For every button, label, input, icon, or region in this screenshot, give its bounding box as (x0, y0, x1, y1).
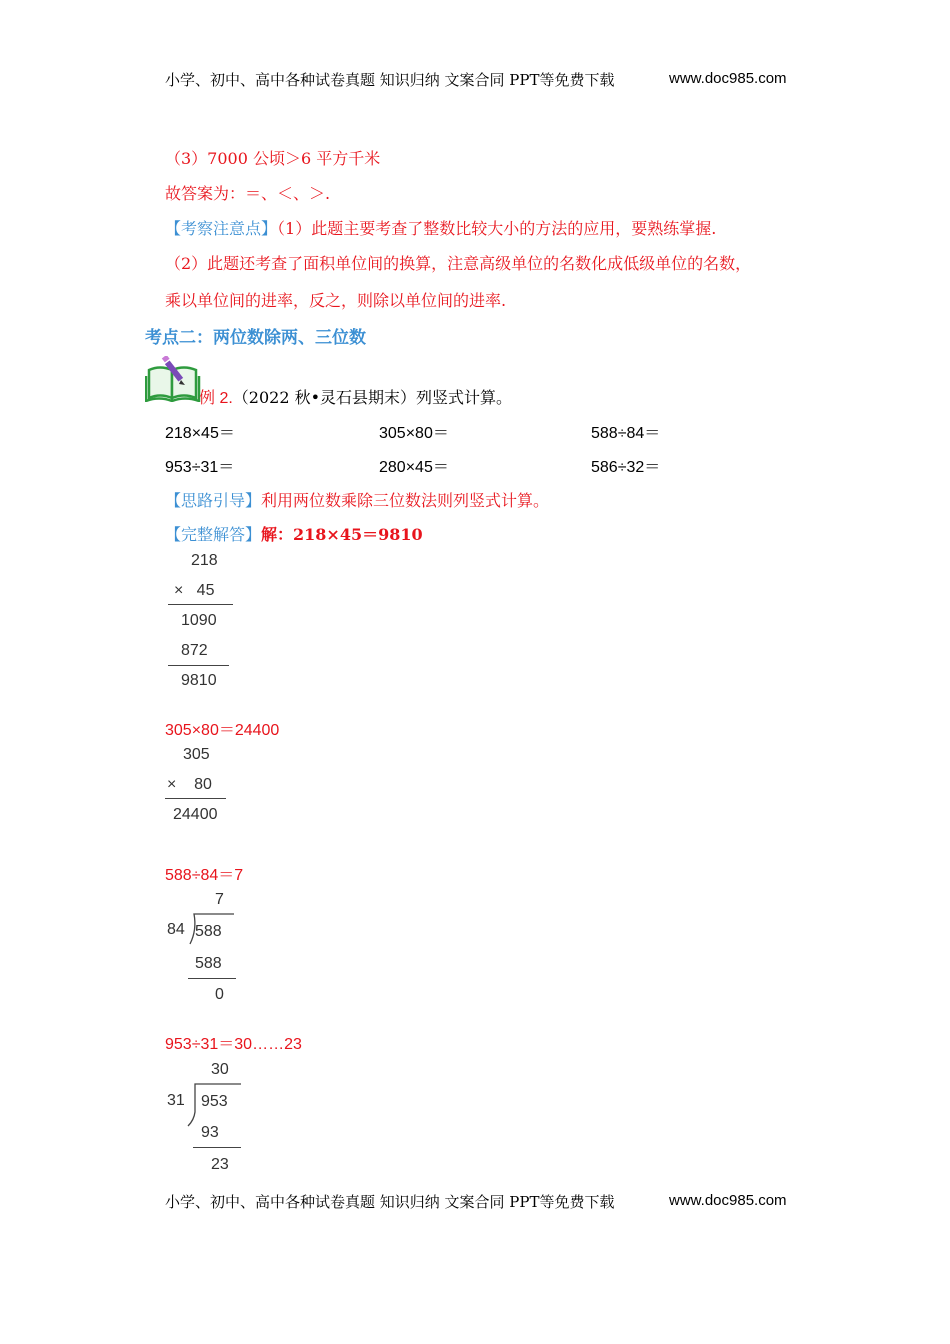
calc1-rule-1 (168, 604, 233, 605)
note-text-1: （1）此题主要考查了整数比较大小的方法的应用，要熟练掌握. (277, 219, 717, 238)
calc3-remainder: 0 (215, 986, 224, 1003)
solution-line (165, 522, 423, 545)
equation-2: 305×80＝24400 (165, 722, 280, 739)
calc3-divisor: 84 (167, 921, 185, 938)
calc3-subtrahend: 588 (195, 955, 222, 972)
calc4-dividend: 953 (201, 1093, 228, 1110)
prev-answer: 故答案为：＝、＜、＞. (165, 184, 331, 203)
problem-6: 586÷32＝ (591, 459, 661, 476)
prev-note-line-2: （2）此题还考查了面积单位间的换算，注意高级单位的名数化成低级单位的名数， (165, 254, 752, 273)
calc2-multiplicand: 305 (183, 746, 210, 763)
calc2-multiplier: × 80 (167, 776, 212, 793)
calc1-partial-2: 872 (181, 642, 208, 659)
page-footer-site: www.doc985.com (669, 1192, 787, 1209)
book-pencil-icon (145, 356, 201, 402)
calc1-multiplier: × 45 (174, 582, 215, 599)
problem-5: 280×45＝ (379, 459, 449, 476)
example-source: （2022 秋•灵石县期末）列竖式计算。 (232, 388, 513, 407)
calc4-remainder: 23 (211, 1156, 229, 1173)
hint-tag: 【思路引导】 (165, 491, 262, 510)
calc2-rule (165, 798, 226, 799)
calc1-partial-1: 1090 (181, 612, 217, 629)
calc1-multiplicand: 218 (191, 552, 218, 569)
calc3-quotient: 7 (215, 891, 224, 908)
equation-3: 588÷84＝7 (165, 867, 244, 884)
problem-3: 588÷84＝ (591, 425, 661, 442)
solution-tag: 【完整解答】 (165, 525, 262, 544)
calc4-rule (193, 1147, 241, 1148)
calc3-rule (188, 978, 236, 979)
page-footer-text: 小学、初中、高中各种试卷真题 知识归纳 文案合同 PPT等免费下载 (165, 1193, 615, 1211)
problem-4: 953÷31＝ (165, 459, 235, 476)
example-label: 例 2. (199, 390, 233, 407)
example-line (199, 385, 512, 408)
section-title: 考点二：两位数除两、三位数 (145, 328, 366, 348)
calc3-dividend: 588 (195, 923, 222, 940)
calc1-rule-2 (168, 665, 229, 666)
note-tag: 【考察注意点】 (165, 219, 278, 238)
page-header-site: www.doc985.com (669, 70, 787, 87)
prev-note-line-1 (165, 216, 716, 239)
hint-line (165, 488, 549, 511)
problem-2: 305×80＝ (379, 425, 449, 442)
calc4-divisor: 31 (167, 1092, 185, 1109)
calc1-result: 9810 (181, 672, 217, 689)
prev-note-line-3: 乘以单位间的进率，反之，则除以单位间的进率. (165, 291, 507, 310)
hint-text: 利用两位数乘除三位数法则列竖式计算。 (261, 491, 550, 510)
page-header-text: 小学、初中、高中各种试卷真题 知识归纳 文案合同 PPT等免费下载 (165, 71, 615, 89)
problem-1: 218×45＝ (165, 425, 235, 442)
calc4-quotient: 30 (211, 1061, 229, 1078)
calc2-result: 24400 (173, 806, 218, 823)
equation-4: 953÷31＝30……23 (165, 1036, 302, 1053)
prev-item-3: （3）7000 公顷＞6 平方千米 (165, 149, 381, 168)
calc4-subtrahend: 93 (201, 1124, 219, 1141)
solution-text: 解：218×45＝9810 (261, 525, 423, 544)
